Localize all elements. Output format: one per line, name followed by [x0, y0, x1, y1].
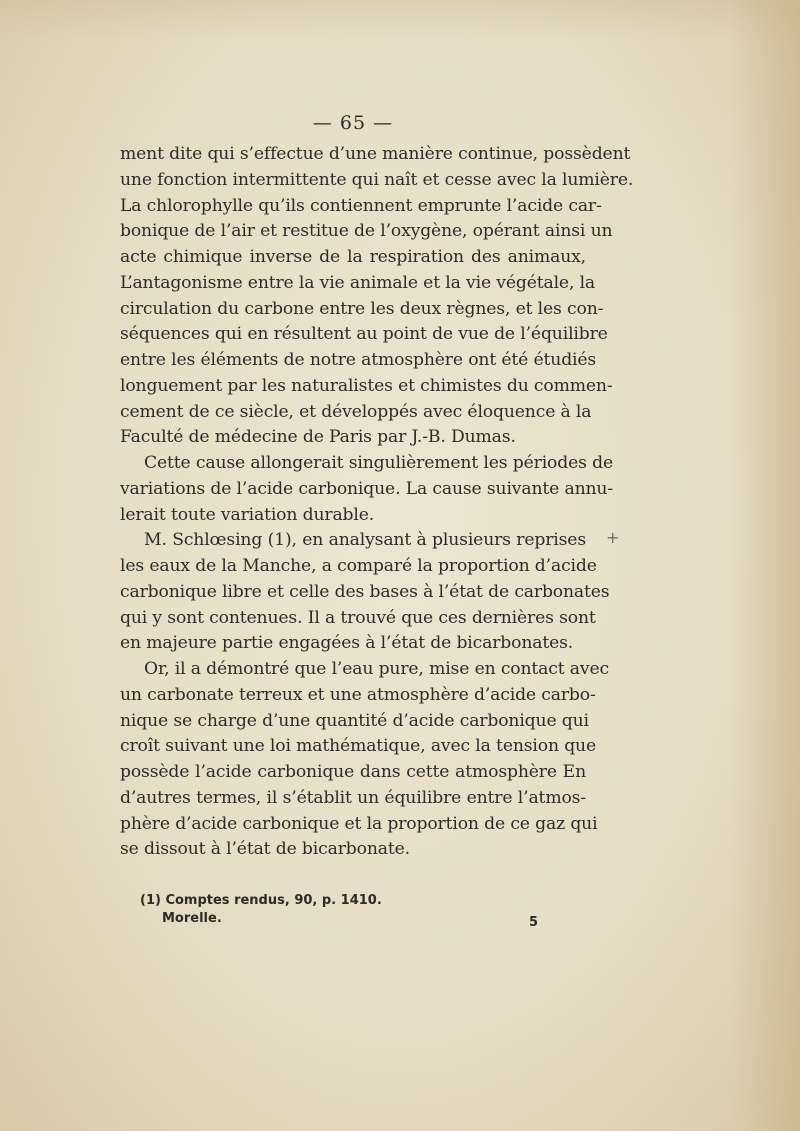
body-line: d’autres termes, il s’établit un équilibre entre l’atmos- [120, 787, 586, 808]
footer [140, 891, 540, 933]
body-line: carbonique libre et celle des bases à l’état de carbonates [120, 581, 610, 602]
signature-row [140, 911, 540, 933]
body-line: séquences qui en résultent au point de vue de l’équilibre [120, 324, 608, 345]
body-line: possède l’acide carbonique dans cette atmosphère En [120, 762, 586, 782]
body-line: un carbonate terreux et une atmosphère d’acide carbo- [120, 684, 596, 705]
body-line: se dissout à l’état de bicarbonate. [120, 839, 410, 860]
printer-signature: Morelle. [162, 911, 222, 926]
body-line: lerait toute variation durable. [120, 504, 375, 525]
body-line: entre les éléments de notre atmosphère ont été étudiés [120, 350, 597, 370]
body-line: qui y sont contenues. Il a trouvé que ces dernières sont [120, 607, 596, 628]
body-line: circulation du carbone entre les deux règnes, et les con- [120, 298, 604, 319]
page-text-block [120, 112, 634, 863]
body-line: Cette cause allongerait singulièrement les périodes de [144, 453, 613, 473]
body-line: bonique de l’air et restitue de l’oxygène, opérant ainsi un [120, 221, 613, 242]
body-line: cement de ce siècle, et développés avec éloquence à la [120, 401, 592, 422]
body-line: M. Schlœsing (1), en analysant à plusieurs reprises [144, 530, 586, 551]
sheet-number: 5 [529, 915, 539, 930]
body-line: L’antagonisme entre la vie animale et la vie végétale, la [120, 272, 596, 293]
body-line: nique se charge d’une quantité d’acide carbonique qui [120, 710, 589, 731]
body-line: une fonction intermittente qui naît et cesse avec la lumière. [120, 169, 634, 190]
body-line: ment dite qui s’effectue d’une manière continue, possèdent [120, 144, 631, 164]
body-line: les eaux de la Manche, a comparé la proportion d’acide [120, 556, 597, 576]
margin-pencil-mark: + [606, 528, 620, 547]
body-line: La chlorophylle qu’ils contiennent emprunte l’acide car- [120, 195, 602, 216]
body-line: Faculté de médecine de Paris par J.-B. Dumas. [120, 427, 516, 448]
body-line: phère d’acide carbonique et la proportion de ce gaz qui [120, 813, 598, 834]
body-line: longuement par les naturalistes et chimistes du commen- [120, 375, 613, 396]
page-shading-top [0, 0, 800, 40]
page-shading-right [730, 0, 800, 1131]
page-number: — 65 — [312, 112, 394, 134]
body-line: Or, il a démontré que l’eau pure, mise en contact avec [144, 659, 609, 679]
body-line: croît suivant une loi mathématique, avec la tension que [120, 736, 596, 757]
footnote: (1) Comptes rendus, 90, p. 1410. [140, 893, 382, 908]
body-line: variations de l’acide carbonique. La cause suivante annu- [120, 478, 613, 499]
body-line: en majeure partie engagées à l’état de bicarbonates. [120, 633, 574, 654]
body-line: acte chimique inverse de la respiration des animaux, [120, 247, 586, 267]
